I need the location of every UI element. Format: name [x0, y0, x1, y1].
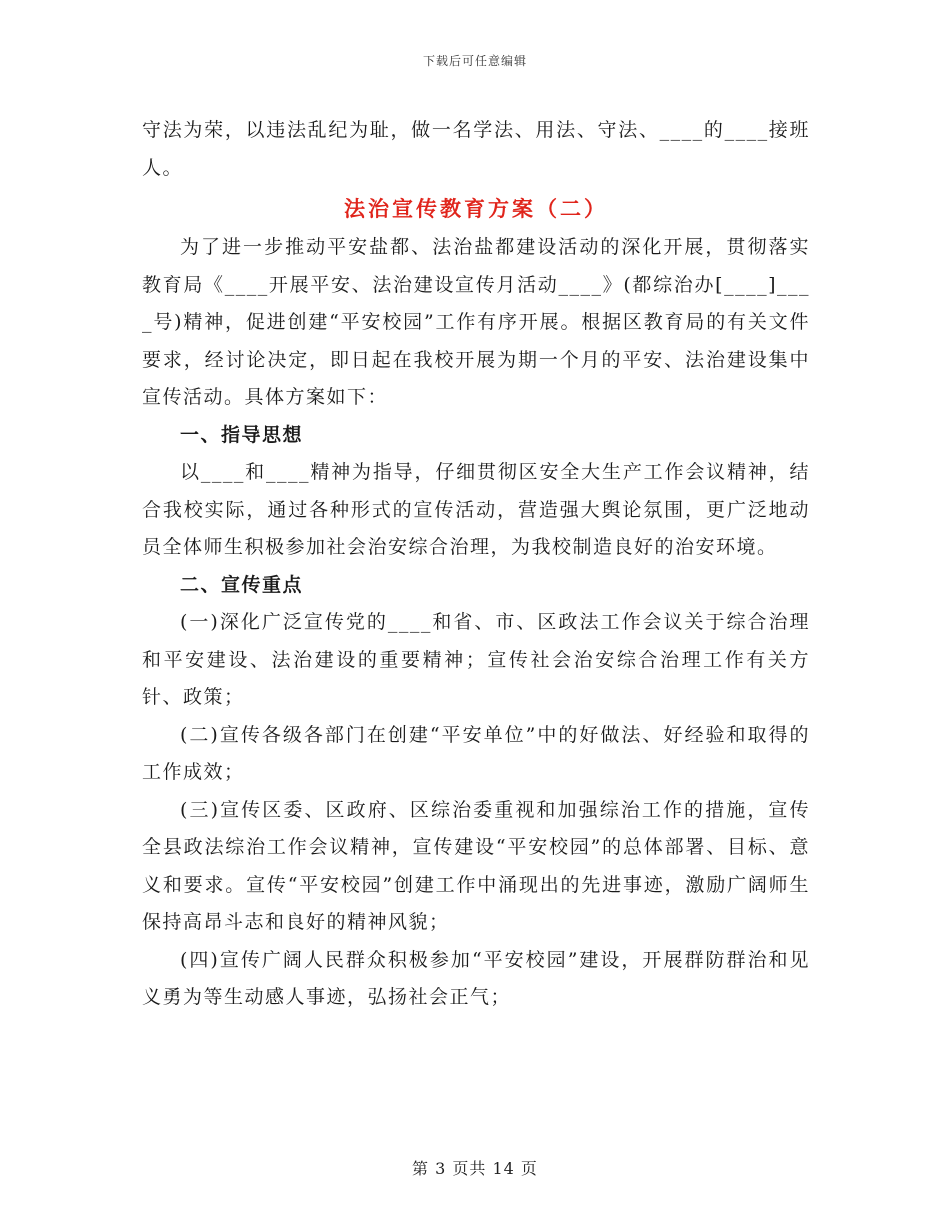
guiding-thought-paragraph: 以____和____精神为指导，仔细贯彻区安全大生产工作会议精神，结合我校实际，通过各种形式的宣传活动，营造强大舆论氛围，更广泛地动员全体师生积极参加社会治安综合治理，为我校制造良好的治安环境。 [142, 461, 810, 558]
header-note: 下载后可任意编辑 [422, 54, 527, 68]
page-number: 第 3 页共 14 页 [412, 1159, 538, 1178]
document-body [142, 112, 810, 1017]
continuation-paragraph: 守法为荣，以违法乱纪为耻，做一名学法、用法、守法、____的____接班人。 [142, 119, 810, 179]
document-title: 法治宣传教育方案（二） [344, 196, 608, 221]
list-item: (一)深化广泛宣传党的____和省、市、区政法工作会议关于综合治理和平安建设、法治建设的重要精神；宣传社会治安综合治理工作有关方针、政策； [142, 611, 810, 708]
section-heading-publicity-focus: 二、宣传重点 [180, 573, 304, 596]
list-item: (四)宣传广阔人民群众积极参加“平安校园”建设，开展群防群治和见义勇为等生动感人事迹，弘扬社会正气； [142, 948, 810, 1008]
section-heading-guiding-thought: 一、指导思想 [180, 423, 304, 446]
list-item: (二)宣传各级各部门在创建“平安单位”中的好做法、好经验和取得的工作成效； [142, 723, 810, 783]
list-item: (三)宣传区委、区政府、区综治委重视和加强综治工作的措施，宣传全县政法综治工作会议精神，宣传建设“平安校园”的总体部署、目标、意义和要求。宣传“平安校园”创建工作中涌现出的先进事迹，激励广阔师生保持高昂斗志和良好的精神风貌； [142, 798, 810, 933]
intro-paragraph: 为了进一步推动平安盐都、法治盐都建设活动的深化开展，贯彻落实教育局《____开展平安、法治建设宣传月活动____》(都综治办[____]____号)精神，促进创建“平安校园”工作有序开展。根据区教育局的有关文件要求，经讨论决定，即日起在我校开展为期一个月的平安、法治建设集中宣传活动。具体方案如下： [142, 236, 810, 408]
